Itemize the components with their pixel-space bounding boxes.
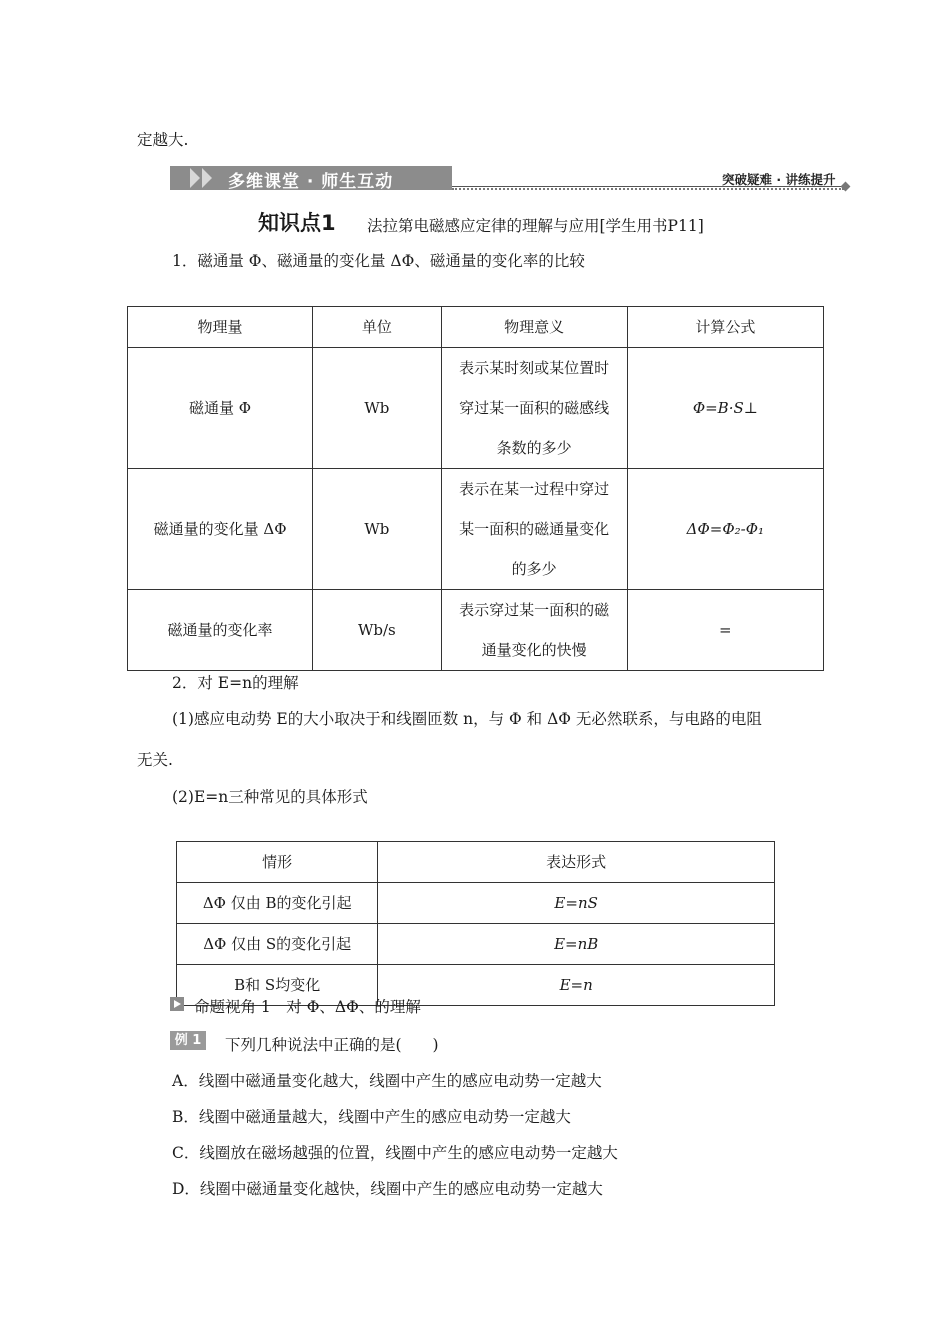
option-d: D．线圈中磁通量变化越快，线圈中产生的感应电动势一定越大: [172, 1180, 603, 1198]
table-cell: 磁通量 Φ: [128, 348, 313, 469]
paragraph-1-line-2: 无关.: [137, 751, 173, 769]
section-title: 法拉第电磁感应定律的理解与应用[学生用书P11]: [367, 217, 704, 235]
table-cell: B和 S均变化: [177, 965, 378, 1006]
table-cell: Φ=B·S⊥: [627, 348, 823, 469]
table-cell: =: [627, 590, 823, 671]
table-cell: Wb/s: [313, 590, 442, 671]
table-row: [177, 883, 775, 924]
item-1: 1．磁通量 Φ、磁通量的变化量 ΔΦ、磁通量的变化率的比较: [172, 252, 585, 270]
option-a: A．线圈中磁通量变化越大，线圈中产生的感应电动势一定越大: [172, 1072, 602, 1090]
option-c: C．线圈放在磁场越强的位置，线圈中产生的感应电动势一定越大: [172, 1144, 618, 1162]
table-cell: E=n: [378, 965, 775, 1006]
table-header: 物理意义: [441, 307, 627, 348]
table-cell: 表示某时刻或某位置时 穿过某一面积的磁感线 条数的多少: [441, 348, 627, 469]
table-cell: Wb: [313, 469, 442, 590]
section-banner: [170, 162, 860, 194]
table-row: [128, 590, 824, 671]
table-cell: 表示在某一过程中穿过 某一面积的磁通量变化 的多少: [441, 469, 627, 590]
banner-title: 多维课堂 · 师生互动: [228, 172, 394, 192]
table-cell: ΔΦ=Φ₂-Φ₁: [627, 469, 823, 590]
table-header: 物理量: [128, 307, 313, 348]
table-cell: 磁通量的变化量 ΔΦ: [128, 469, 313, 590]
table-header: 情形: [177, 842, 378, 883]
item-2: 2．对 E=n的理解: [172, 674, 299, 692]
emf-forms-table: [176, 841, 775, 1006]
banner-subtitle: 突破疑难 · 讲练提升: [722, 172, 836, 187]
table-header: 计算公式: [627, 307, 823, 348]
example-question: 下列几种说法中正确的是( ): [225, 1036, 439, 1054]
chevron-icon: [190, 168, 200, 188]
table-header: 表达形式: [378, 842, 775, 883]
section-heading: 知识点1: [258, 211, 336, 235]
paragraph-2: (2)E=n三种常见的具体形式: [172, 788, 368, 806]
table-cell: ΔΦ 仅由 S的变化引起: [177, 924, 378, 965]
perspective-title: 命题视角 1 对 Φ、ΔΦ、的理解: [194, 998, 421, 1016]
table-row: [128, 348, 824, 469]
example-badge: 例 1: [170, 1031, 206, 1050]
option-b: B．线圈中磁通量越大，线圈中产生的感应电动势一定越大: [172, 1108, 571, 1126]
flux-comparison-table: [127, 306, 824, 671]
continuation-text: 定越大.: [137, 131, 189, 149]
table-row: [177, 924, 775, 965]
table-cell: Wb: [313, 348, 442, 469]
table-cell: 表示穿过某一面积的磁 通量变化的快慢: [441, 590, 627, 671]
table-header: 单位: [313, 307, 442, 348]
play-triangle-icon: [170, 997, 184, 1011]
paragraph-1-line-1: (1)感应电动势 E的大小取决于和线圈匝数 n，与 Φ 和 ΔΦ 无必然联系，与电路的电阻: [172, 710, 762, 728]
table-cell: E=nB: [378, 924, 775, 965]
table-cell: E=nS: [378, 883, 775, 924]
chevron-icon: [202, 168, 212, 188]
table-row: [128, 469, 824, 590]
table-cell: ΔΦ 仅由 B的变化引起: [177, 883, 378, 924]
table-cell: 磁通量的变化率: [128, 590, 313, 671]
